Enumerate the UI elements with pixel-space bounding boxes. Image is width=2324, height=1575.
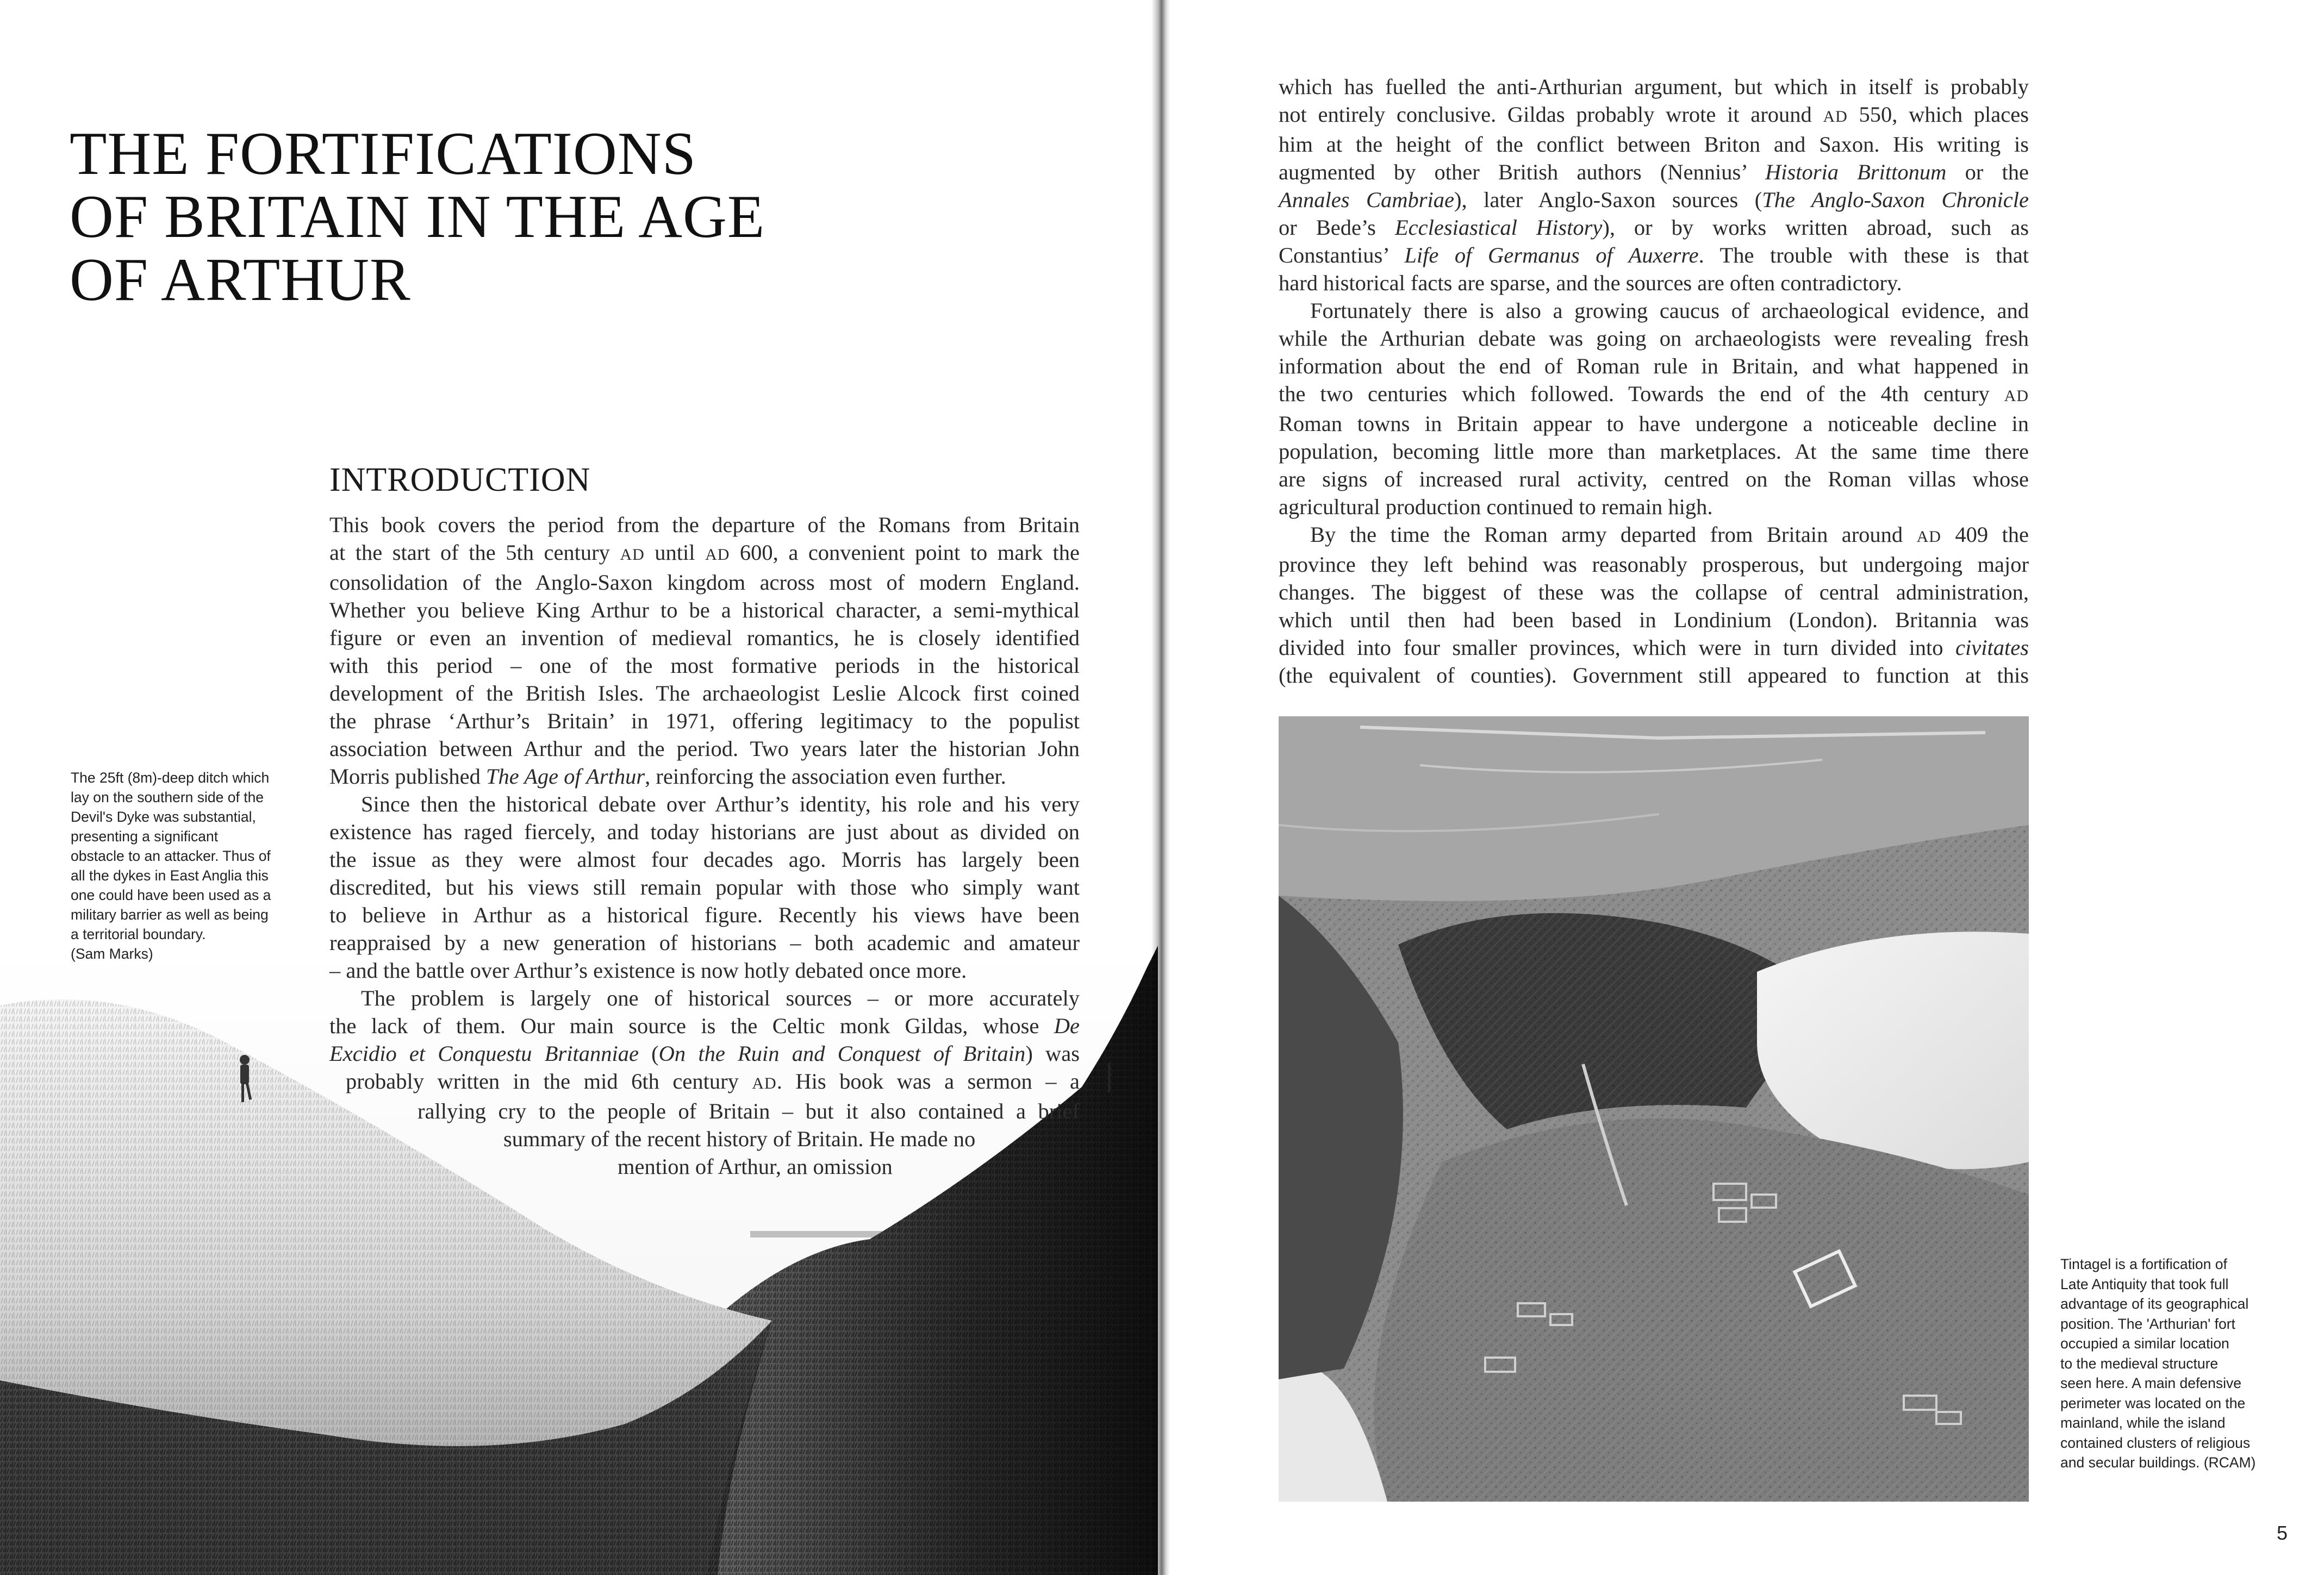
chapter-title-line: OF ARTHUR xyxy=(70,246,411,314)
section-heading-introduction: INTRODUCTION xyxy=(329,461,591,498)
text-line: reappraised by a new generation of historians – both academic and amateur xyxy=(329,930,1080,955)
text-line: association between Arthur and the period. Two years later the historian John xyxy=(329,736,1080,761)
text-line: Constantius’ Life of Germanus of Auxerre. The trouble with these is that xyxy=(1279,243,2029,267)
text-line: while the Arthurian debate was going on archaeologists were revealing fresh xyxy=(1279,326,2029,351)
text-line: existence has raged fiercely, and today historians are just about as divided on xyxy=(329,820,1080,844)
tintagel-caption: Tintagel is a fortification of Late Antiquity that took full advantage of its geographical position. The 'Arthurian' fort occupied a similar location to the medieval structure seen here. A main defensive perimeter was located on the mainland, while the island contained clusters of religious and secular buildings. (RCAM) xyxy=(2060,1256,2256,1471)
text-line: which until then had been based in Londinium (London). Britannia was xyxy=(1279,608,2029,632)
text-line: population, becoming little more than marketplaces. At the same time there xyxy=(1279,439,2029,464)
text-line: figure or even an invention of medieval romantics, he is closely identified xyxy=(329,626,1080,650)
text-line: the phrase ‘Arthur’s Britain’ in 1971, offering legitimacy to the populist xyxy=(329,709,1080,733)
text-line: Whether you believe King Arthur to be a historical character, a semi-mythical xyxy=(329,598,1080,622)
text-line: Fortunately there is also a growing caucus of archaeological evidence, and xyxy=(1310,298,2029,323)
text-line: agricultural production continued to remain high. xyxy=(1279,495,1713,519)
text-line: information about the end of Roman rule in Britain, and what happened in xyxy=(1279,354,2029,378)
text-line: changes. The biggest of these was the collapse of central administration, xyxy=(1279,580,2029,604)
book-spine-shadow xyxy=(1151,0,1170,1575)
text-line: summary of the recent history of Britain. He made no xyxy=(503,1127,976,1151)
text-line: rallying cry to the people of Britain – but it also contained a brief xyxy=(418,1099,1080,1123)
chapter-title xyxy=(70,120,885,314)
text-line: Annales Cambriae), later Anglo-Saxon sources (The Anglo-Saxon Chronicle xyxy=(1279,188,2029,212)
text-line: The problem is largely one of historical sources – or more accurately xyxy=(361,986,1080,1010)
page-number: 5 xyxy=(2277,1522,2288,1544)
text-line: to believe in Arthur as a historical figure. Recently his views have been xyxy=(329,903,1080,927)
text-line: Morris published The Age of Arthur, reinforcing the association even further. xyxy=(329,764,1006,789)
devils-dyke-caption: The 25ft (8m)-deep ditch which lay on the southern side of the Devil's Dyke was substantial, presenting a significant obstacle to an attacker. Thus of all the dykes in East Anglia this one could have been used as a military barrier as well as being a territorial boundary. (Sam Marks) xyxy=(71,770,271,962)
text-line: or Bede’s Ecclesiastical History), or by works written abroad, such as xyxy=(1279,215,2029,240)
text-line: discredited, but his views still remain popular with those who simply want xyxy=(329,875,1080,899)
text-line: the issue as they were almost four decades ago. Morris has largely been xyxy=(329,847,1080,872)
text-line: which has fuelled the anti-Arthurian argument, but which in itself is probably xyxy=(1279,74,2029,99)
text-line: Excidio et Conquestu Britanniae (On the Ruin and Conquest of Britain) was xyxy=(329,1041,1080,1066)
text-line: This book covers the period from the departure of the Romans from Britain xyxy=(329,512,1080,537)
text-line: By the time the Roman army departed from Britain around AD 409 the xyxy=(1310,522,2029,547)
text-line: (the equivalent of counties). Government still appeared to function at this xyxy=(1279,663,2029,688)
text-line: mention of Arthur, an omission xyxy=(618,1154,893,1179)
text-line: are signs of increased rural activity, centred on the Roman villas whose xyxy=(1279,467,2029,491)
text-line: development of the British Isles. The archaeologist Leslie Alcock first coined xyxy=(329,681,1080,705)
text-line: Roman towns in Britain appear to have undergone a noticeable decline in xyxy=(1279,411,2029,436)
text-line: augmented by other British authors (Nennius’ Historia Brittonum or the xyxy=(1279,160,2029,184)
text-line: hard historical facts are sparse, and the sources are often contradictory. xyxy=(1279,271,1902,295)
text-line: probably written in the mid 6th century AD. His book was a sermon – a xyxy=(346,1069,1080,1093)
left-page xyxy=(0,0,1158,1575)
chapter-title-line: THE FORTIFICATIONS xyxy=(70,120,697,188)
text-line: Since then the historical debate over Arthur’s identity, his role and his very xyxy=(361,792,1080,816)
continued-body-text xyxy=(1279,73,2029,689)
text-line: the lack of them. Our main source is the Celtic monk Gildas, whose De xyxy=(329,1014,1080,1038)
text-line: with this period – one of the most formative periods in the historical xyxy=(329,653,1080,678)
text-line: not entirely conclusive. Gildas probably wrote it around AD 550, which places xyxy=(1279,102,2029,127)
text-line: consolidation of the Anglo-Saxon kingdom across most of modern England. xyxy=(329,570,1080,595)
tintagel-aerial-photo xyxy=(1279,716,2029,1502)
text-line: – and the battle over Arthur’s existence is now hotly debated once more. xyxy=(329,958,967,983)
text-line: the two centuries which followed. Towards the end of the 4th century AD xyxy=(1279,382,2029,406)
text-line: province they left behind was reasonably prosperous, but undergoing major xyxy=(1279,552,2029,577)
text-line: at the start of the 5th century AD until AD 600, a convenient point to mark the xyxy=(329,540,1080,565)
introduction-body-text xyxy=(329,511,1080,1180)
chapter-title-line: OF BRITAIN IN THE AGE xyxy=(70,183,765,251)
text-line: him at the height of the conflict between Briton and Saxon. His writing is xyxy=(1279,132,2029,157)
text-line: divided into four smaller provinces, which were in turn divided into civitates xyxy=(1279,635,2029,660)
